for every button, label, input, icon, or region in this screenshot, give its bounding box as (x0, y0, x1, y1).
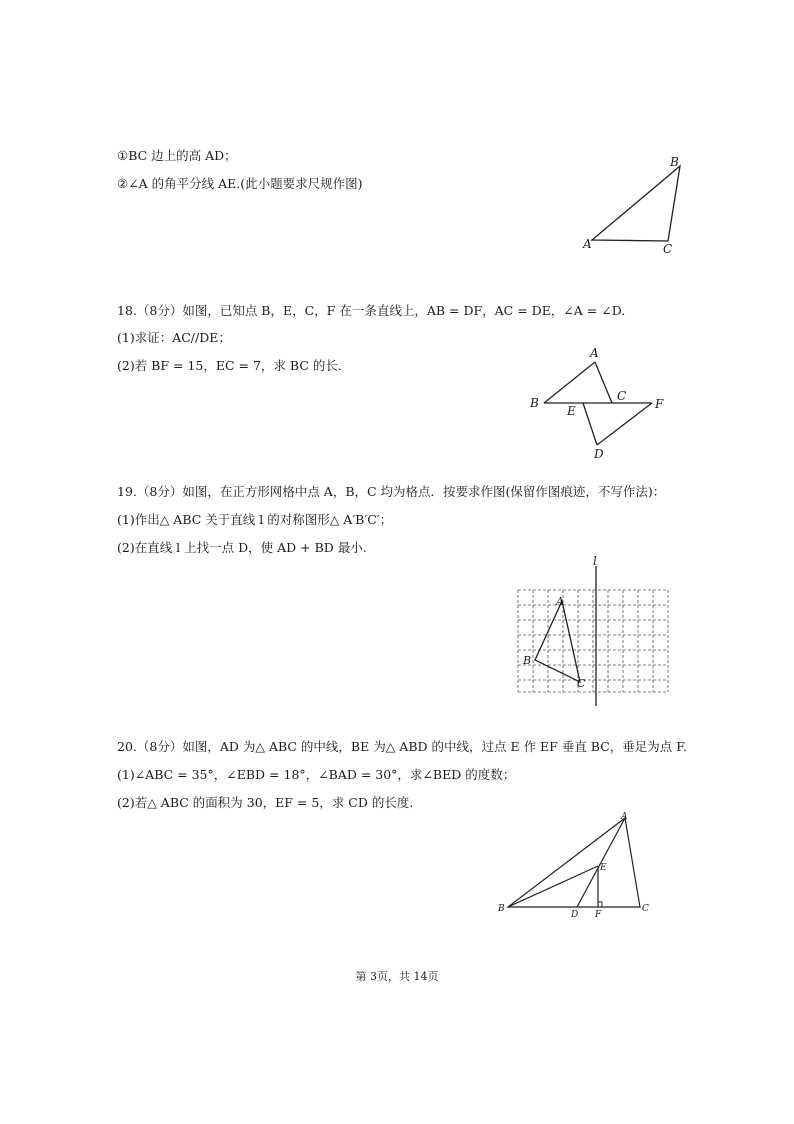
q17-line-1: ①BC 边上的高 AD； (117, 148, 237, 163)
q19-label-c: C (577, 677, 586, 690)
q18-label-b: B (530, 396, 539, 410)
q20-label-f: F (595, 910, 602, 920)
q19-dashed-grid (518, 590, 668, 692)
q18-label-e: E (567, 404, 576, 418)
q19-triangle-abc (535, 601, 580, 682)
q17-label-b: B (670, 155, 679, 169)
q18-line-3: (2)若 BF = 15，EC = 7，求 BC 的长. (117, 358, 342, 373)
q17-label-c: C (663, 242, 673, 256)
q19-line-1: 19.（8分）如图，在正方形网格中点 A，B，C 均为格点．按要求作图(保留作图痕迹，不写作法)： (117, 484, 666, 499)
q19-label-a: A (556, 595, 564, 608)
q18-label-d: D (594, 447, 604, 461)
q20-label-e: E (600, 863, 607, 873)
q20-line-3: (2)若△ ABC 的面积为 30，EF = 5，求 CD 的长度. (117, 795, 414, 810)
q20-label-b: B (498, 904, 505, 914)
q18-label-a: A (590, 346, 599, 360)
q20-label-d: D (571, 910, 579, 920)
q20-figure (495, 810, 660, 920)
q17-line-2: ②∠A 的角平分线 AE.(此小题要求尺规作图) (117, 176, 363, 191)
q18-line-1: 18.（8分）如图，已知点 B，E，C，F 在一条直线上，AB = DF，AC = DE，∠A = ∠D. (117, 303, 626, 318)
q19-label-b: B (523, 654, 532, 667)
q19-grid-figure (510, 556, 680, 711)
q20-triangle-abc (508, 818, 640, 907)
q19-line-3: (2)在直线 l 上找一点 D，使 AD + BD 最小. (117, 540, 367, 555)
q18-label-f: F (655, 397, 664, 411)
q19-label-l: l (593, 554, 597, 568)
q17-triangle-figure (578, 152, 698, 262)
q18-label-c: C (617, 389, 627, 403)
q20-label-a: A (621, 812, 628, 822)
q17-label-a: A (583, 237, 592, 251)
q19-line-2: (1)作出△ ABC 关于直线 l 的对称图形△ A′B′C′； (117, 512, 393, 527)
q18-line-2: (1)求证：AC//DE； (117, 330, 231, 345)
page-footer: 第 3页，共 14页 (355, 970, 439, 983)
q20-label-c: C (642, 904, 649, 914)
q18-figure (525, 342, 675, 462)
q20-line-2: (1)∠ABC = 35°，∠EBD = 18°，∠BAD = 30°，求∠BED 的度数； (117, 767, 516, 782)
q20-line-1: 20.（8分）如图，AD 为△ ABC 的中线，BE 为△ ABD 的中线，过点 E 作 EF 垂直 BC，垂足为点 F. (117, 739, 687, 754)
